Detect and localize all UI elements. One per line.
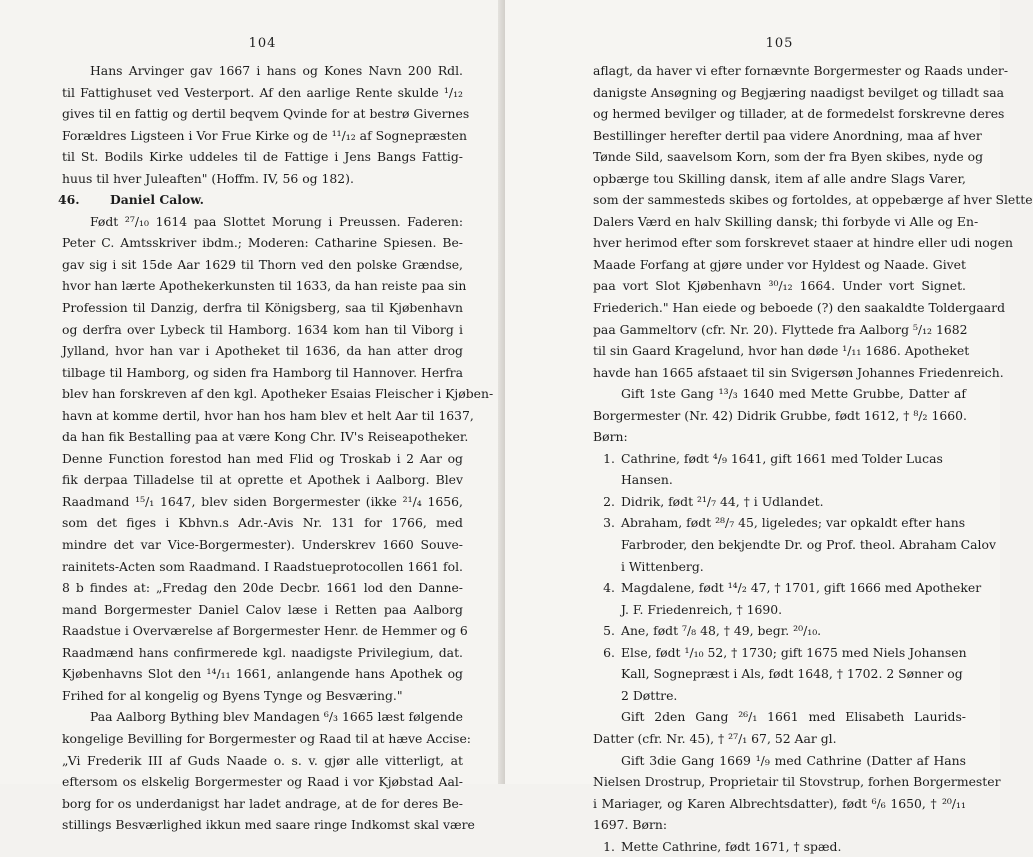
children-list-first-marriage (593, 448, 996, 707)
text-line: mindre det var Vice-Borgermester). Underskrev 1660 Souve- (62, 537, 463, 553)
text-line: til St. Bodils Kirke uddeles til de Fattige i Jens Bangs Fattig- (62, 149, 463, 165)
text-line: Raadmænd hans confirmerede kgl. naadigste Privilegium, dat. (62, 644, 463, 660)
list-item-text: Magdalene, født ¹⁴/₂ 47, † 1701, gift 1666 med Apotheker (621, 580, 982, 596)
list-item-number: 5. (603, 623, 615, 639)
list-item (593, 534, 996, 556)
text-line: Borgermester (Nr. 42) Didrik Grubbe, født 1612, † ⁸/₂ 1660. (593, 407, 967, 423)
text-line: blev han forskreven af den kgl. Apotheker Esaias Fleischer i Kjøben- (62, 386, 494, 402)
text-line: „Vi Frederik III af Guds Naade o. s. v. gjør alle vitterligt, at (62, 752, 463, 768)
text-line: borg for os underdanigst har ladet andrage, at de for deres Be- (62, 795, 463, 811)
text-line: Forældres Ligsteen i Vor Frue Kirke og de ¹¹/₁₂ af Sognepræsten (62, 127, 467, 143)
text-line: havde han 1665 afstaaet til sin Svigersøn Johannes Friedenreich. (593, 364, 1004, 380)
text-line: gav sig i sit 15de Aar 1629 til Thorn ved den polske Grændse, (62, 256, 463, 272)
text-line: mand Borgermester Daniel Calov læse i Retten paa Aalborg (62, 601, 463, 617)
text-line: fik derpaa Tilladelse til at oprette et Apothek i Aalborg. Blev (62, 472, 463, 488)
text-line: Nielsen Drostrup, Proprietair til Stovstrup, forhen Borgermester (593, 774, 1001, 790)
list-item-number: 3. (603, 515, 615, 531)
second-marriage-paragraph (593, 706, 966, 749)
right-page-text (593, 60, 1033, 857)
entry-biography-paragraph (62, 211, 494, 707)
list-item-text: Else, født ¹/₁₀ 52, † 1730; gift 1675 med Niels Johansen (621, 644, 967, 660)
list-item (593, 577, 982, 599)
text-line: hver herimod efter som forskrevet staaer at hindre eller udi nogen (593, 235, 1014, 251)
text-line: Bestillinger herefter dertil paa videre Anordning, maa af hver (593, 127, 982, 143)
text-line: Friederich." Han eiede og beboede (?) den saakaldte Toldergaard (593, 300, 1006, 316)
text-line: Tønde Sild, saavelsom Korn, som der fra Byen skibes, nyde og (593, 149, 983, 165)
list-item-number: 2. (603, 493, 615, 509)
entry-number: 46. (58, 192, 80, 208)
text-line: aflagt, da haver vi efter fornævnte Borgermester og Raads under- (593, 63, 1009, 78)
list-item-text: Cathrine, født ⁴/₉ 1641, gift 1661 med Tolder Lucas (621, 450, 943, 466)
text-line: Født ²⁷/₁₀ 1614 paa Slottet Morung i Preussen. Faderen: (90, 213, 463, 229)
text-line: huus til hver Juleaften" (Hoffm. IV, 56 og 182). (62, 170, 354, 186)
first-marriage-paragraph (593, 383, 966, 426)
list-item-text: Kall, Sognepræst i Als, født 1648, † 1702. 2 Sønner og (621, 666, 963, 682)
list-item-number: 4. (603, 580, 615, 596)
text-line: havn at komme dertil, hvor han hos ham blev et helt Aar til 1637, (62, 407, 474, 423)
text-line: og hermed bevilger og tillader, at de formedelst forskrevne deres (593, 106, 1005, 122)
text-line: hvor han lærte Apothekerkunsten til 1633, da han reiste paa sin (62, 278, 467, 294)
text-line: Jylland, hvor han var i Apotheket til 1636, da han atter drog (62, 343, 463, 359)
list-item (593, 469, 966, 491)
royal-license-paragraph (62, 706, 475, 835)
list-item-text: Hansen. (621, 472, 673, 488)
text-line: paa Gammeltorv (cfr. Nr. 20). Flyttede fra Aalborg ⁵/₁₂ 1682 (593, 321, 968, 337)
children-label: Børn: (593, 429, 628, 445)
entry-heading (58, 189, 463, 211)
list-item (593, 620, 966, 642)
children-list-third-marriage (593, 836, 966, 857)
left-opening-paragraph (62, 60, 470, 189)
right-opening-paragraph (593, 60, 1033, 383)
list-item (593, 663, 966, 685)
text-line: til Fattighuset ved Vesterport. Af den aarlige Rente skulde ¹/₁₂ (62, 84, 463, 100)
text-line: danigste Ansøgning og Begjæring naadigst bevilget og tilladt saa (593, 84, 1004, 100)
text-line: 1697. Børn: (593, 817, 668, 833)
list-item-text: 2 Døttre. (621, 687, 678, 703)
list-item-text: Farbroder, den bekjendte Dr. og Prof. theol. Abraham Calov (621, 537, 996, 553)
text-line: rainitets-Acten som Raadmand. I Raadstueprotocollen 1661 fol. (62, 558, 463, 574)
text-line: 8 b findes at: „Fredag den 20de Decbr. 1661 lod den Danne- (62, 580, 463, 596)
list-item (593, 836, 966, 857)
list-item (593, 556, 966, 578)
list-item-number: 1. (603, 838, 615, 854)
list-item (593, 642, 966, 664)
left-page-text (58, 60, 494, 836)
text-line: Hans Arvinger gav 1667 i hans og Kones Navn 200 Rdl. (90, 63, 463, 78)
right-page (505, 0, 1033, 854)
text-line: Profession til Danzig, derfra til Königsberg, saa til Kjøbenhavn (62, 300, 463, 316)
text-line: til sin Gaard Kragelund, hvor han døde ¹/₁₁ 1686. Apotheket (593, 343, 970, 359)
text-line: som der sammesteds skibes og fortoldes, at oppebærge af hver Slette (593, 192, 1033, 208)
list-item-text: i Wittenberg. (621, 558, 704, 574)
text-line: paa vort Slot Kjøbenhavn ³⁰/₁₂ 1664. Under vort Signet. (593, 278, 966, 294)
text-line: Raadmand ¹⁵/₁ 1647, blev siden Borgermester (ikke ²¹/₄ 1656, (62, 493, 463, 509)
page-number-left: 104 (248, 36, 277, 51)
text-line: kongelige Bevilling for Borgermester og Raad til at hæve Accise: (62, 730, 471, 746)
text-line: eftersom os elskelig Borgermester og Raad i vor Kjøbstad Aal- (62, 774, 463, 790)
list-item-text: Abraham, født ²⁸/₇ 45, ligeledes; var opkaldt efter hans (621, 515, 966, 531)
text-line: som det figes i Kbhvn.s Adr.-Avis Nr. 131 for 1766, med (62, 515, 463, 531)
text-line: Gift 1ste Gang ¹³/₃ 1640 med Mette Grubbe, Datter af (621, 386, 966, 402)
list-item-text: Didrik, født ²¹/₇ 44, † i Udlandet. (621, 493, 824, 509)
text-line: da han fik Bestalling paa at være Kong Chr. IV's Reiseapotheker. (62, 429, 469, 445)
text-line: Frihed for al kongelig og Byens Tynge og Besværing." (62, 687, 403, 703)
text-line: Peter C. Amtsskriver ibdm.; Moderen: Catharine Spiesen. Be- (62, 235, 463, 251)
text-line: og derfra over Lybeck til Hamborg. 1634 kom han til Viborg i (62, 321, 463, 337)
list-item (593, 491, 966, 513)
list-item (593, 448, 966, 470)
list-item-number: 1. (603, 450, 615, 466)
list-item-text: J. F. Friedenreich, † 1690. (621, 601, 783, 617)
text-line: gives til en fattig og dertil beqvem Qvinde for at bestrø Givernes (62, 106, 470, 122)
list-item-text: Ane, født ⁷/₈ 48, † 49, begr. ²⁰/₁₀. (621, 623, 822, 639)
page-number-right: 105 (765, 36, 794, 51)
text-line: Kjøbenhavns Slot den ¹⁴/₁₁ 1661, anlangende hans Apothek og (62, 666, 463, 682)
text-line: Gift 2den Gang ²⁶/₁ 1661 med Elisabeth Laurids- (621, 709, 966, 725)
third-marriage-paragraph (593, 750, 1001, 836)
text-line: Denne Function forestod han med Flid og Troskab i 2 Aar og (62, 450, 463, 466)
text-line: opbærge tou Skilling dansk, item af alle andre Slags Varer, (593, 170, 966, 186)
left-page (0, 0, 505, 833)
text-line: Gift 3die Gang 1669 ¹/₉ med Cathrine (Datter af Hans (621, 752, 966, 768)
text-line: Datter (cfr. Nr. 45), † ²⁷/₁ 67, 52 Aar gl. (593, 730, 837, 746)
text-line: Raadstue i Overværelse af Borgermester Henr. de Hemmer og 6 (62, 623, 468, 639)
list-item (593, 512, 966, 534)
text-line: stillings Besværlighed ikkun med saare ringe Indkomst skal være (62, 817, 475, 833)
text-line: Dalers Værd en halv Skilling dansk; thi forbyde vi Alle og En- (593, 213, 979, 229)
list-item-text: Mette Cathrine, født 1671, † spæd. (621, 838, 842, 854)
entry-name: Daniel Calow. (110, 192, 204, 208)
text-line: Maade Forfang at gjøre under vor Hyldest og Naade. Givet (593, 256, 966, 272)
text-line: tilbage til Hamborg, og siden fra Hamborg til Hannover. Herfra (62, 364, 463, 380)
list-item (593, 599, 966, 621)
text-line: i Mariager, og Karen Albrechtsdatter), født ⁶/₆ 1650, † ²⁰/₁₁ (593, 795, 966, 811)
list-item-number: 6. (603, 644, 615, 660)
list-item (593, 685, 966, 707)
text-line: Paa Aalborg Bything blev Mandagen ⁶/₃ 1665 læst følgende (90, 709, 463, 725)
